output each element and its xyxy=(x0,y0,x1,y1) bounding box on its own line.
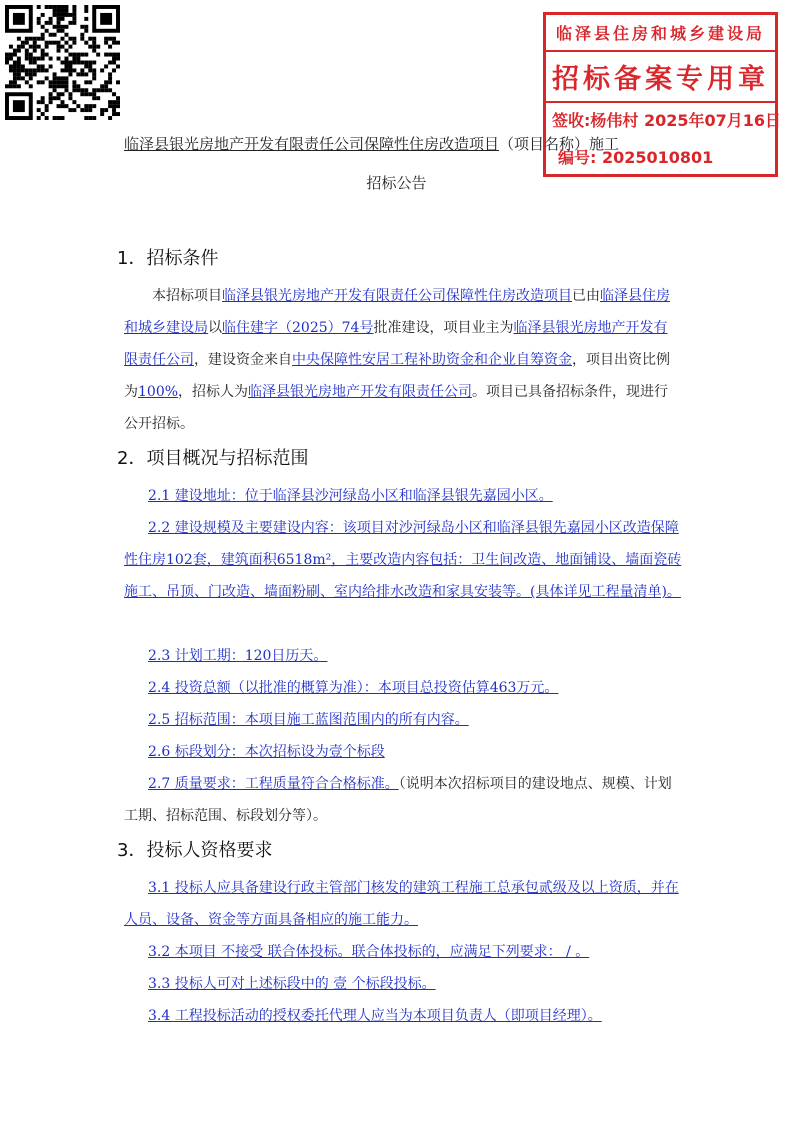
section-1-heading: 1．招标条件 xyxy=(117,248,219,269)
item-2-5 xyxy=(124,704,684,736)
s1-text: 以 xyxy=(208,320,222,336)
s1-text: ，项目出资比例为 xyxy=(124,352,670,400)
section-3-heading: 3．投标人资格要求 xyxy=(117,840,273,861)
item-3-4 xyxy=(124,1000,684,1032)
s1-approval-no: 临住建字（2025）74号 xyxy=(222,320,374,336)
document-subtitle: 招标公告 xyxy=(366,174,427,192)
item-2-2 xyxy=(124,512,684,608)
item-3-2 xyxy=(124,936,684,968)
s1-text: 本招标项目 xyxy=(152,288,222,304)
item-3-1 xyxy=(124,872,684,936)
s1-text: ，建设资金来自 xyxy=(194,352,292,368)
stamp-divider xyxy=(546,50,775,52)
item-2-4 xyxy=(124,672,684,704)
item-text: 3.1 投标人应具备建设行政主管部门核发的建筑工程施工总承包贰级及以上资质，并在人员、设备、资金等方面具备相应的施工能力。 xyxy=(124,880,679,928)
item-text: 2.2 建设规模及主要建设内容：该项目对沙河绿岛小区和临泽县银先嘉园小区改造保障性住房102套，建筑面积6518m²，主要改造内容包括：卫生间改造、地面铺设、墙面瓷砖施工、吊顶、门改造、墙面粉刷、室内给排水改造和家具安装等。(具体详见工程量清单)。 xyxy=(124,520,682,600)
section-1-paragraph xyxy=(124,280,680,440)
item-text: 2.1 建设地址：位于临泽县沙河绿岛小区和临泽县银先嘉园小区。 xyxy=(148,488,553,504)
stamp-org: 临泽县住房和城乡建设局 xyxy=(555,24,765,43)
s1-text: 已由 xyxy=(572,288,600,304)
item-text: 3.2 本项目 不接受 联合体投标。联合体投标的，应满足下列要求： / 。 xyxy=(148,944,590,960)
section-2-heading: 2．项目概况与招标范围 xyxy=(117,448,309,469)
document-title xyxy=(124,133,619,154)
s1-funding: 中央保障性安居工程补助资金和企业自筹资金 xyxy=(292,352,572,368)
s1-tenderer: 临泽县银光房地产开发有限责任公司 xyxy=(248,384,473,400)
stamp-divider xyxy=(546,101,775,103)
item-2-3 xyxy=(124,640,684,672)
title-project-name: 临泽县银光房地产开发有限责任公司保障性住房改造项目 xyxy=(124,135,500,153)
qr-code xyxy=(5,5,120,120)
item-3-3 xyxy=(124,968,684,1000)
item-text: 2.4 投资总额（以批准的概算为准）：本项目总投资估算463万元。 xyxy=(148,680,559,696)
s1-text: 批准建设，项目业主为 xyxy=(373,320,514,336)
title-suffix: （项目名称）施工 xyxy=(499,135,620,153)
s1-text: ，招标人为 xyxy=(178,384,249,400)
item-2-7 xyxy=(124,768,684,832)
item-text: 2.5 招标范围：本项目施工蓝图范围内的所有内容。 xyxy=(148,712,469,728)
stamp-sign: 签收:杨伟村 2025年07月16日 xyxy=(552,111,782,130)
item-note: （说明本次招标项目的建设地点、规模、计划工期、招标范围、标段划分等）。 xyxy=(124,776,672,824)
s1-project: 临泽县银光房地产开发有限责任公司保障性住房改造项目 xyxy=(222,288,572,304)
item-2-6 xyxy=(124,736,684,768)
s1-owner: 临泽县银光房地产开发有限责任公司 xyxy=(124,320,668,368)
item-text: 2.6 标段划分：本次招标设为壹个标段 xyxy=(148,744,385,760)
item-text: 2.7 质量要求：工程质量符合合格标准。 xyxy=(148,776,399,792)
item-text: 2.3 计划工期：120日历天。 xyxy=(148,648,328,664)
stamp-title: 招标备案专用章 xyxy=(552,64,769,95)
s1-text: 。项目已具备招标条件，现进行公开招标。 xyxy=(124,384,669,432)
item-text: 3.4 工程投标活动的授权委托代理人应当为本项目负责人（即项目经理）。 xyxy=(148,1008,602,1024)
item-text: 3.3 投标人可对上述标段中的 壹 个标段投标。 xyxy=(148,976,436,992)
stamp-number: 编号: 2025010801 xyxy=(558,148,714,167)
s1-ratio: 100% xyxy=(138,384,179,400)
item-2-1 xyxy=(124,480,684,512)
s1-approver: 临泽县住房和城乡建设局 xyxy=(124,288,670,336)
